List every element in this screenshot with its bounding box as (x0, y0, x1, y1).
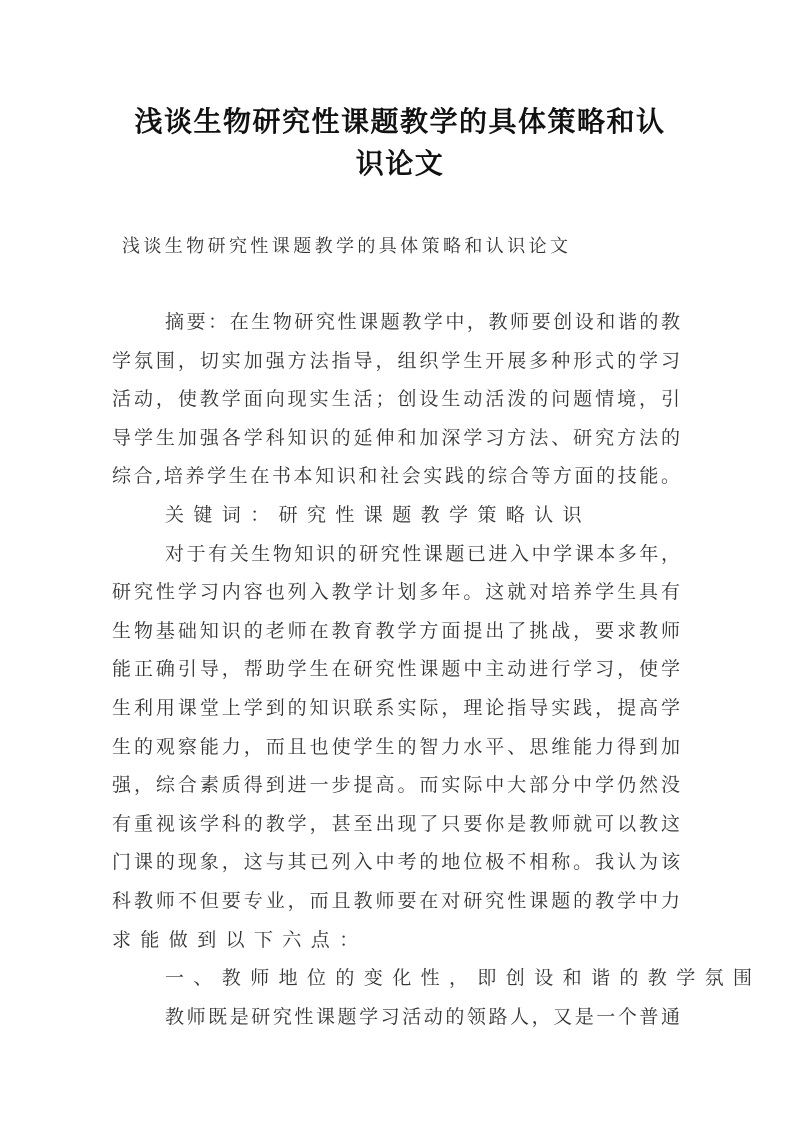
body-text-line: 学氛围，切实加强方法指导，组织学生开展多种形式的学习 (112, 349, 680, 372)
document-title-line-1: 浅谈生物研究性课题教学的具体策略和认 (134, 105, 666, 138)
document-title-line-2: 识论文 (355, 147, 445, 180)
body-text-line: 活动，使教学面向现实生活；创设生动活泼的问题情境，引 (112, 388, 680, 411)
body-text-line: 求能做到以下六点： (112, 928, 368, 951)
body-text-line: 科教师不但要专业，而且教师要在对研究性课题的教学中力 (112, 890, 680, 912)
body-text-line: 门课的现象，这与其已列入中考的地位极不相称。我认为该 (112, 851, 680, 874)
body-text-line: 摘要：在生物研究性课题教学中，教师要创设和谐的教 (165, 311, 680, 333)
body-text-line: 综合,培养学生在书本知识和社会实践的综合等方面的技能。 (112, 465, 680, 488)
document-subtitle: 浅谈生物研究性课题教学的具体策略和认识论文 (122, 236, 572, 257)
body-text-line: 教师既是研究性课题学习活动的领路人，又是一个普通 (165, 1005, 680, 1028)
body-text-line: 研究性学习内容也列入教学计划多年。这就对培养学生具有 (112, 581, 680, 604)
body-text-line: 生的观察能力，而且也使学生的智力水平、思维能力得到加 (112, 735, 680, 758)
body-text-line: 生利用课堂上学到的知识联系实际，理论指导实践，提高学 (112, 697, 680, 719)
body-text-line: 强，综合素质得到进一步提高。而实际中大部分中学仍然没 (112, 774, 680, 797)
body-text-line: 对于有关生物知识的研究性课题已进入中学课本多年， (165, 542, 680, 565)
body-text-line: 有重视该学科的教学，甚至出现了只要你是教师就可以教这 (112, 812, 680, 835)
body-text-line: 一、教师地位的变化性，即创设和谐的教学氛围 (165, 967, 762, 990)
body-text-line: 能正确引导，帮助学生在研究性课题中主动进行学习，使学 (112, 658, 680, 681)
body-text-line: 关键词：研究性课题教学策略认识 (165, 504, 592, 526)
body-text-line: 生物基础知识的老师在教育教学方面提出了挑战，要求教师 (112, 619, 680, 642)
body-text-line: 导学生加强各学科知识的延伸和加深学习方法、研究方法的 (112, 426, 680, 449)
